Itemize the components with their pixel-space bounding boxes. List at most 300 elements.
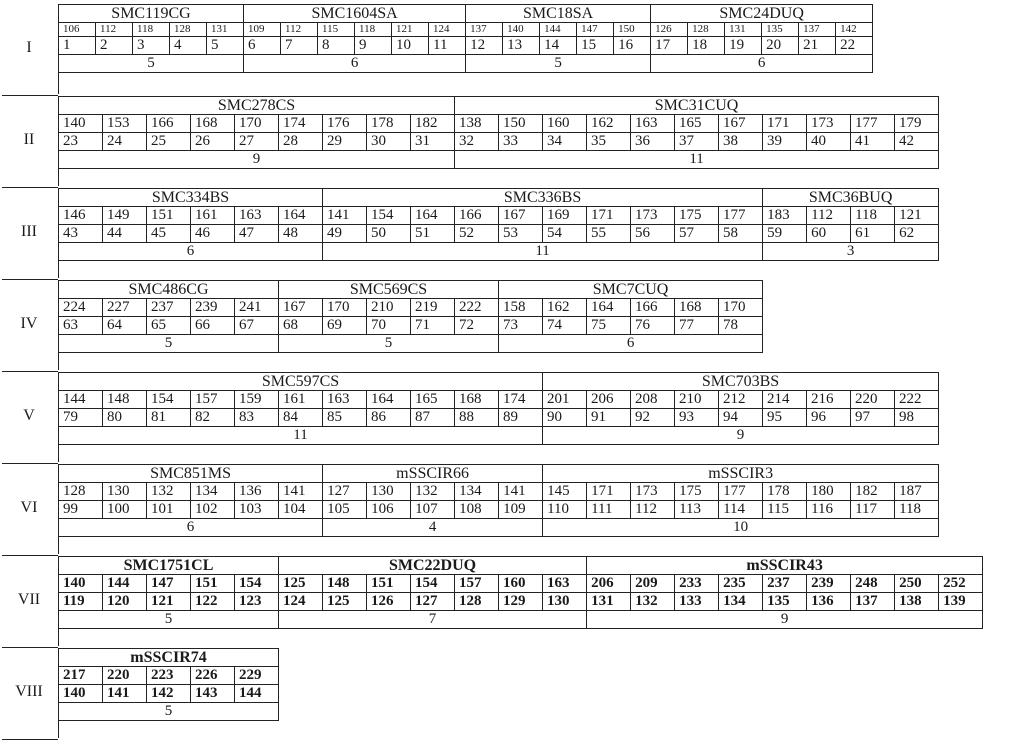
linkage-group-ii [2, 96, 1022, 186]
allele-index: 106 [367, 501, 411, 519]
allele-size: 163 [631, 115, 675, 133]
allele-size: 128 [59, 483, 103, 501]
allele-size: 145 [543, 483, 587, 501]
allele-size: 170 [235, 115, 279, 133]
marker-name: SMC569CS [279, 281, 499, 299]
linkage-group-label: VII [17, 591, 41, 608]
allele-index: 100 [103, 501, 147, 519]
marker-name: SMC486CG [59, 281, 279, 299]
allele-index: 109 [499, 501, 543, 519]
linkage-group-i [2, 4, 1022, 94]
allele-index: 28 [279, 133, 323, 151]
allele-count: 9 [543, 427, 939, 445]
allele-index: 37 [675, 133, 719, 151]
allele-count: 10 [543, 519, 939, 537]
allele-count: 4 [323, 519, 543, 537]
allele-size: 163 [235, 207, 279, 225]
allele-size: 144 [59, 391, 103, 409]
linkage-group-label: VI [20, 499, 38, 516]
allele-size: 239 [807, 575, 851, 593]
allele-size: 209 [631, 575, 675, 593]
allele-size: 153 [103, 115, 147, 133]
allele-index: 99 [59, 501, 103, 519]
allele-size: 130 [103, 483, 147, 501]
allele-size: 130 [367, 483, 411, 501]
allele-size: 135 [762, 23, 799, 37]
linkage-group-label: V [23, 407, 35, 424]
allele-index: 134 [719, 593, 763, 611]
allele-size: 154 [367, 207, 411, 225]
allele-size: 166 [455, 207, 499, 225]
marker-name: mSSCIR66 [323, 465, 543, 483]
allele-size: 224 [59, 299, 103, 317]
allele-index: 61 [851, 225, 895, 243]
allele-size: 154 [235, 575, 279, 593]
allele-count: 11 [59, 427, 543, 445]
marker-name: SMC703BS [543, 373, 939, 391]
allele-index: 74 [543, 317, 587, 335]
group-divider [58, 96, 59, 186]
allele-size: 112 [807, 207, 851, 225]
marker-name: SMC119CG [59, 5, 244, 23]
allele-size: 168 [675, 299, 719, 317]
linkage-group-iv [2, 280, 1022, 370]
allele-index: 45 [147, 225, 191, 243]
allele-index: 119 [59, 593, 103, 611]
allele-index: 84 [279, 409, 323, 427]
allele-size: 180 [807, 483, 851, 501]
allele-index: 49 [323, 225, 367, 243]
allele-size: 237 [763, 575, 807, 593]
allele-index: 78 [719, 317, 763, 335]
allele-index: 77 [675, 317, 719, 335]
allele-size: 166 [147, 115, 191, 133]
allele-count: 6 [499, 335, 763, 353]
allele-size: 217 [59, 667, 103, 685]
allele-index: 96 [807, 409, 851, 427]
linkage-group-vi [2, 464, 1022, 554]
allele-size: 167 [279, 299, 323, 317]
allele-index: 73 [499, 317, 543, 335]
allele-size: 239 [191, 299, 235, 317]
allele-index: 26 [191, 133, 235, 151]
allele-index: 47 [235, 225, 279, 243]
allele-size: 148 [103, 391, 147, 409]
allele-index: 112 [631, 501, 675, 519]
allele-index: 72 [455, 317, 499, 335]
allele-index: 117 [851, 501, 895, 519]
allele-index: 22 [836, 37, 873, 55]
allele-size: 222 [895, 391, 939, 409]
allele-index: 46 [191, 225, 235, 243]
allele-size: 149 [103, 207, 147, 225]
allele-count: 5 [59, 611, 279, 629]
allele-index: 27 [235, 133, 279, 151]
allele-index: 95 [763, 409, 807, 427]
allele-count: 5 [59, 55, 244, 73]
allele-size: 131 [207, 23, 244, 37]
allele-size: 162 [543, 299, 587, 317]
allele-index: 142 [147, 685, 191, 703]
allele-size: 226 [191, 667, 235, 685]
allele-size: 164 [279, 207, 323, 225]
allele-size: 148 [323, 575, 367, 593]
allele-count: 5 [59, 703, 279, 721]
allele-index: 135 [763, 593, 807, 611]
allele-index: 24 [103, 133, 147, 151]
allele-size: 173 [631, 483, 675, 501]
allele-size: 176 [323, 115, 367, 133]
allele-index: 141 [103, 685, 147, 703]
allele-size: 177 [719, 207, 763, 225]
allele-index: 114 [719, 501, 763, 519]
allele-size: 237 [147, 299, 191, 317]
allele-count: 6 [59, 519, 323, 537]
allele-index: 16 [614, 37, 651, 55]
allele-index: 39 [763, 133, 807, 151]
allele-size: 140 [59, 115, 103, 133]
allele-index: 9 [355, 37, 392, 55]
allele-index: 80 [103, 409, 147, 427]
allele-size: 227 [103, 299, 147, 317]
allele-index: 140 [59, 685, 103, 703]
allele-size: 112 [96, 23, 133, 37]
allele-size: 164 [587, 299, 631, 317]
allele-index: 107 [411, 501, 455, 519]
marker-name: SMC278CS [59, 97, 455, 115]
allele-index: 43 [59, 225, 103, 243]
allele-size: 141 [499, 483, 543, 501]
marker-name: SMC18SA [466, 5, 651, 23]
allele-index: 137 [851, 593, 895, 611]
allele-size: 118 [851, 207, 895, 225]
allele-index: 34 [543, 133, 587, 151]
allele-grid [58, 372, 939, 445]
allele-index: 98 [895, 409, 939, 427]
allele-index: 56 [631, 225, 675, 243]
allele-size: 177 [851, 115, 895, 133]
allele-index: 42 [895, 133, 939, 151]
allele-index: 55 [587, 225, 631, 243]
allele-size: 206 [587, 575, 631, 593]
allele-size: 178 [367, 115, 411, 133]
allele-grid [58, 556, 983, 629]
allele-size: 166 [631, 299, 675, 317]
allele-size: 115 [318, 23, 355, 37]
allele-size: 208 [631, 391, 675, 409]
marker-name: SMC1604SA [244, 5, 466, 23]
allele-index: 67 [235, 317, 279, 335]
allele-index: 104 [279, 501, 323, 519]
allele-size: 173 [807, 115, 851, 133]
allele-index: 13 [503, 37, 540, 55]
allele-index: 31 [411, 133, 455, 151]
allele-size: 171 [587, 483, 631, 501]
allele-index: 50 [367, 225, 411, 243]
allele-size: 220 [851, 391, 895, 409]
linkage-group-v [2, 372, 1022, 462]
allele-size: 223 [147, 667, 191, 685]
allele-size: 179 [895, 115, 939, 133]
allele-index: 32 [455, 133, 499, 151]
group-divider [58, 188, 59, 278]
allele-size: 141 [323, 207, 367, 225]
linkage-group-label: I [26, 39, 32, 56]
allele-grid [58, 648, 279, 721]
allele-index: 6 [244, 37, 281, 55]
allele-index: 29 [323, 133, 367, 151]
allele-size: 154 [147, 391, 191, 409]
allele-size: 132 [411, 483, 455, 501]
allele-size: 165 [675, 115, 719, 133]
allele-size: 178 [763, 483, 807, 501]
marker-name: SMC597CS [59, 373, 543, 391]
allele-index: 19 [725, 37, 762, 55]
allele-index: 120 [103, 593, 147, 611]
allele-index: 44 [103, 225, 147, 243]
allele-size: 175 [675, 207, 719, 225]
allele-size: 182 [851, 483, 895, 501]
allele-size: 162 [587, 115, 631, 133]
allele-size: 229 [235, 667, 279, 685]
allele-size: 252 [939, 575, 983, 593]
allele-size: 160 [499, 575, 543, 593]
allele-size: 150 [614, 23, 651, 37]
allele-size: 210 [367, 299, 411, 317]
group-divider [58, 464, 59, 554]
marker-name: SMC334BS [59, 189, 323, 207]
allele-size: 106 [59, 23, 96, 37]
allele-index: 63 [59, 317, 103, 335]
allele-index: 8 [318, 37, 355, 55]
marker-name: mSSCIR74 [59, 649, 279, 667]
allele-size: 174 [499, 391, 543, 409]
allele-index: 2 [96, 37, 133, 55]
allele-size: 132 [147, 483, 191, 501]
allele-index: 116 [807, 501, 851, 519]
allele-size: 170 [719, 299, 763, 317]
allele-index: 7 [281, 37, 318, 55]
allele-size: 161 [279, 391, 323, 409]
allele-index: 4 [170, 37, 207, 55]
allele-index: 21 [799, 37, 836, 55]
allele-size: 140 [503, 23, 540, 37]
allele-index: 105 [323, 501, 367, 519]
allele-index: 138 [895, 593, 939, 611]
allele-index: 81 [147, 409, 191, 427]
allele-size: 173 [631, 207, 675, 225]
allele-index: 118 [895, 501, 939, 519]
allele-size: 160 [543, 115, 587, 133]
allele-index: 93 [675, 409, 719, 427]
allele-index: 82 [191, 409, 235, 427]
allele-index: 97 [851, 409, 895, 427]
allele-count: 11 [323, 243, 763, 261]
allele-grid [58, 464, 939, 537]
allele-size: 222 [455, 299, 499, 317]
allele-index: 90 [543, 409, 587, 427]
allele-size: 151 [367, 575, 411, 593]
allele-size: 144 [540, 23, 577, 37]
allele-size: 125 [279, 575, 323, 593]
allele-index: 128 [455, 593, 499, 611]
allele-index: 60 [807, 225, 851, 243]
allele-index: 111 [587, 501, 631, 519]
allele-index: 64 [103, 317, 147, 335]
allele-size: 131 [725, 23, 762, 37]
allele-index: 20 [762, 37, 799, 55]
allele-count: 6 [59, 243, 323, 261]
allele-size: 121 [895, 207, 939, 225]
group-divider [58, 4, 59, 94]
allele-index: 58 [719, 225, 763, 243]
linkage-group-iii [2, 188, 1022, 278]
allele-size: 137 [799, 23, 836, 37]
allele-size: 183 [763, 207, 807, 225]
allele-size: 168 [191, 115, 235, 133]
allele-index: 15 [577, 37, 614, 55]
allele-size: 250 [895, 575, 939, 593]
allele-index: 18 [688, 37, 725, 55]
allele-index: 11 [429, 37, 466, 55]
allele-index: 12 [466, 37, 503, 55]
marker-name: SMC7CUQ [499, 281, 763, 299]
allele-size: 220 [103, 667, 147, 685]
linkage-group-vii [2, 556, 1022, 646]
allele-index: 139 [939, 593, 983, 611]
allele-index: 5 [207, 37, 244, 55]
allele-count: 11 [455, 151, 939, 169]
allele-size: 112 [281, 23, 318, 37]
allele-size: 235 [719, 575, 763, 593]
allele-size: 118 [133, 23, 170, 37]
group-divider [58, 280, 59, 370]
allele-count: 5 [279, 335, 499, 353]
allele-size: 124 [429, 23, 466, 37]
allele-count: 6 [651, 55, 873, 73]
allele-size: 147 [147, 575, 191, 593]
allele-size: 201 [543, 391, 587, 409]
allele-index: 17 [651, 37, 688, 55]
allele-grid [58, 96, 939, 169]
allele-size: 134 [191, 483, 235, 501]
allele-size: 168 [455, 391, 499, 409]
allele-index: 130 [543, 593, 587, 611]
allele-size: 164 [367, 391, 411, 409]
allele-count: 9 [59, 151, 455, 169]
allele-index: 92 [631, 409, 675, 427]
marker-name: mSSCIR43 [587, 557, 983, 575]
allele-size: 219 [411, 299, 455, 317]
allele-size: 167 [719, 115, 763, 133]
allele-size: 138 [455, 115, 499, 133]
allele-size: 109 [244, 23, 281, 37]
allele-index: 35 [587, 133, 631, 151]
allele-size: 121 [392, 23, 429, 37]
allele-size: 165 [411, 391, 455, 409]
allele-size: 182 [411, 115, 455, 133]
allele-size: 136 [235, 483, 279, 501]
allele-index: 103 [235, 501, 279, 519]
allele-size: 163 [543, 575, 587, 593]
allele-index: 30 [367, 133, 411, 151]
allele-index: 76 [631, 317, 675, 335]
allele-index: 1 [59, 37, 96, 55]
group-divider [58, 372, 59, 462]
allele-index: 85 [323, 409, 367, 427]
allele-count: 5 [466, 55, 651, 73]
allele-index: 102 [191, 501, 235, 519]
group-divider [58, 648, 59, 738]
allele-size: 214 [763, 391, 807, 409]
allele-size: 146 [59, 207, 103, 225]
allele-index: 40 [807, 133, 851, 151]
allele-index: 25 [147, 133, 191, 151]
allele-index: 132 [631, 593, 675, 611]
allele-index: 101 [147, 501, 191, 519]
allele-size: 158 [499, 299, 543, 317]
allele-size: 241 [235, 299, 279, 317]
allele-size: 128 [170, 23, 207, 37]
allele-size: 151 [147, 207, 191, 225]
allele-size: 233 [675, 575, 719, 593]
group-divider [58, 556, 59, 646]
allele-index: 136 [807, 593, 851, 611]
allele-size: 206 [587, 391, 631, 409]
allele-index: 121 [147, 593, 191, 611]
marker-name: SMC31CUQ [455, 97, 939, 115]
allele-index: 48 [279, 225, 323, 243]
marker-name: SMC22DUQ [279, 557, 587, 575]
allele-size: 144 [103, 575, 147, 593]
allele-index: 23 [59, 133, 103, 151]
marker-name: SMC336BS [323, 189, 763, 207]
allele-index: 53 [499, 225, 543, 243]
allele-index: 126 [367, 593, 411, 611]
allele-size: 142 [836, 23, 873, 37]
allele-index: 41 [851, 133, 895, 151]
allele-index: 57 [675, 225, 719, 243]
allele-index: 38 [719, 133, 763, 151]
allele-index: 14 [540, 37, 577, 55]
linkage-group-viii [2, 648, 1022, 738]
allele-size: 150 [499, 115, 543, 133]
allele-size: 127 [323, 483, 367, 501]
allele-index: 144 [235, 685, 279, 703]
allele-size: 147 [577, 23, 614, 37]
allele-index: 65 [147, 317, 191, 335]
allele-size: 167 [499, 207, 543, 225]
allele-size: 140 [59, 575, 103, 593]
allele-index: 123 [235, 593, 279, 611]
allele-size: 174 [279, 115, 323, 133]
allele-index: 122 [191, 593, 235, 611]
allele-size: 169 [543, 207, 587, 225]
allele-index: 87 [411, 409, 455, 427]
allele-count: 6 [244, 55, 466, 73]
allele-index: 143 [191, 685, 235, 703]
allele-size: 212 [719, 391, 763, 409]
group-separator [2, 739, 58, 740]
allele-size: 134 [455, 483, 499, 501]
allele-index: 113 [675, 501, 719, 519]
allele-index: 36 [631, 133, 675, 151]
allele-index: 33 [499, 133, 543, 151]
allele-size: 175 [675, 483, 719, 501]
allele-size: 151 [191, 575, 235, 593]
allele-index: 127 [411, 593, 455, 611]
allele-size: 170 [323, 299, 367, 317]
